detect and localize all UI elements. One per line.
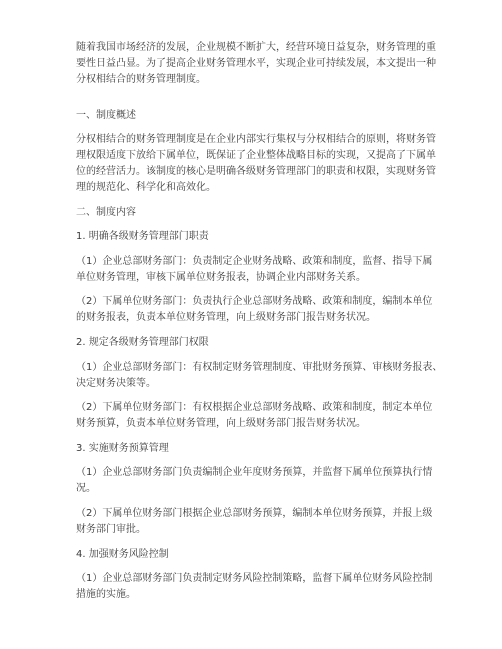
text-line: 要性日益凸显。为了提高企业财务管理水平，实现企业可持续发展，本文提出一种 [76, 58, 436, 69]
text-line: 随着我国市场经济的发展，企业规模不断扩大，经营环境日益复杂，财务管理的重 [76, 42, 436, 53]
text-line: 位的经营活力。该制度的核心是明确各级财务管理部门的职责和权限，实现财务管 [76, 166, 436, 177]
text-line: 理权限适度下放给下属单位，既保证了企业整体战略目标的实现，又提高了下属单 [76, 150, 436, 161]
text-line: （2）下属单位财务部门：有权根据企业总部财务战略、政策和制度，制定本单位 [76, 402, 433, 413]
section-heading: 一、制度概述 [76, 110, 136, 121]
text-line: 分权相结合的财务管理制度是在企业内部实行集权与分权相结合的原则，将财务管 [76, 134, 436, 145]
section-heading: 二、制度内容 [76, 207, 136, 218]
subsection-heading: 3. 实施财务预算管理 [76, 443, 169, 454]
text-line: 理的规范化、科学化和高效化。 [76, 182, 216, 193]
text-line: （1）企业总部财务部门负责制定财务风险控制策略，监督下属单位财务风险控制 [76, 573, 433, 584]
text-line: （2）下属单位财务部门根据企业总部财务预算，编制本单位财务预算，并报上级 [76, 508, 433, 519]
subsection-heading: 2. 规定各级财务管理部门权限 [76, 337, 209, 348]
text-line: （1）企业总部财务部门：负责制定企业财务战略、政策和制度，监督、指导下属 [76, 256, 433, 267]
subsection-heading: 1. 明确各级财务管理部门职责 [76, 231, 209, 242]
text-line: （2）下属单位财务部门：负责执行企业总部财务战略、政策和制度，编制本单位 [76, 296, 433, 307]
subsection-heading: 4. 加强财务风险控制 [76, 549, 169, 560]
text-line: （1）企业总部财务部门负责编制企业年度财务预算，并监督下属单位预算执行情 [76, 467, 433, 478]
text-line: 的财务报表，负责本单位财务管理，向上级财务部门报告财务状况。 [76, 312, 376, 323]
text-line: 况。 [76, 483, 96, 494]
text-line: 财务预算，负责本单位财务管理，向上级财务部门报告财务状况。 [76, 418, 366, 429]
text-line: 单位财务管理，审核下属单位财务报表，协调企业内部财务关系。 [76, 272, 366, 283]
text-line: 财务部门审批。 [76, 524, 146, 535]
text-line: 分权相结合的财务管理制度。 [76, 74, 206, 85]
text-line: （1）企业总部财务部门：有权制定财务管理制度、审批财务预算、审核财务报表、 [76, 362, 443, 373]
text-line: 措施的实施。 [76, 589, 136, 600]
text-line: 决定财务决策等。 [76, 378, 156, 389]
